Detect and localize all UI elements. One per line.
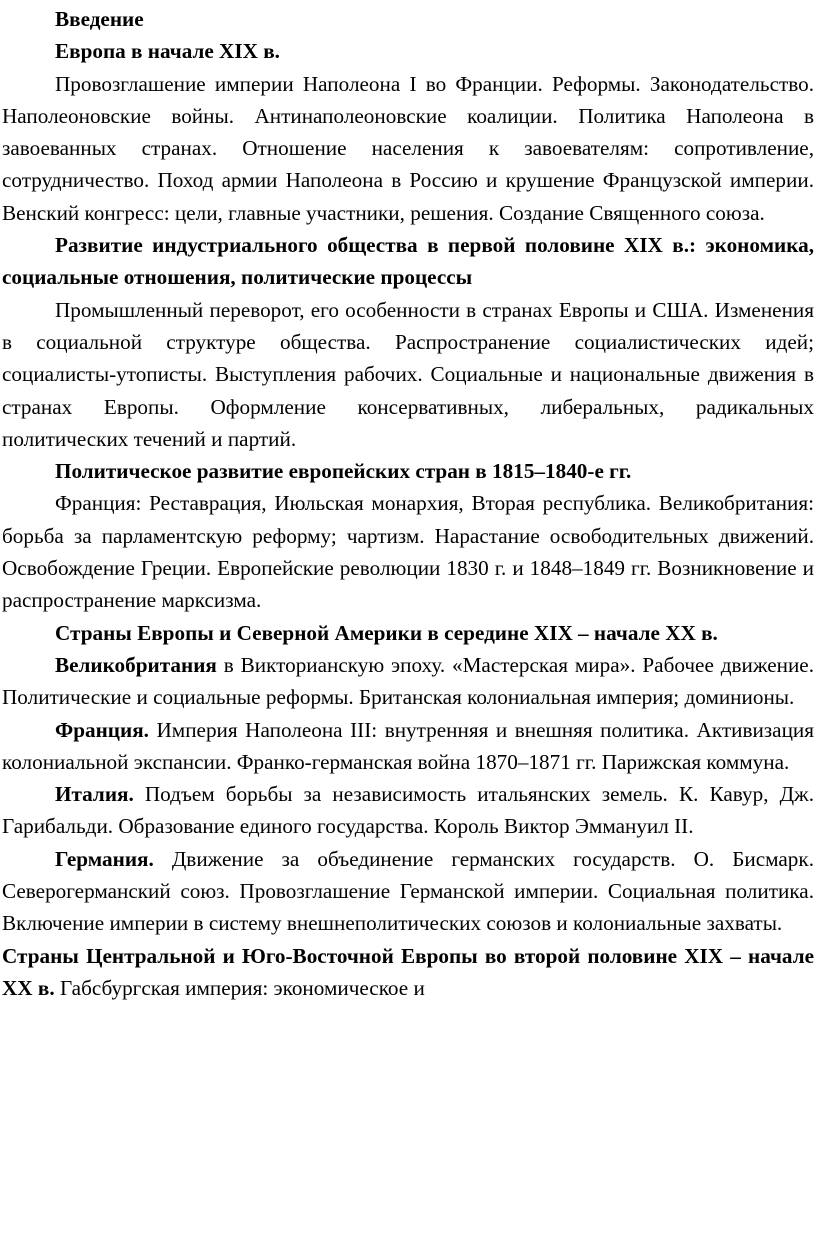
paragraph-italy — [2, 778, 814, 843]
section-body-industrial-society: Промышленный переворот, его особенности в странах Европы и США. Изменения в социальной структуре общества. Распространение социалистических идей; социалисты-утописты. Выступления рабочих. Социальные и национальные движения в странах Европы. Оформление консервативных, либеральных, радикальных политических течений и партий. — [2, 297, 814, 451]
intro-heading: Введение — [55, 7, 144, 31]
paragraph-text-france: Империя Наполеона III: внутренняя и внешняя политика. Активизация колониальной экспансии. Франко-германская война 1870–1871 гг. Парижская коммуна. — [2, 717, 814, 774]
paragraph-text-germany: Движение за объединение германских государств. О. Бисмарк. Северогерманский союз. Провозглашение Германской империи. Социальная политика. Включение империи в систему внешнеполитических союзов и колониальные захваты. — [2, 846, 814, 936]
section-body-europe-early-19c: Провозглашение империи Наполеона I во Франции. Реформы. Законодательство. Наполеоновские войны. Антинаполеоновские коалиции. Политика Наполеона в завоеванных странах. Отношение населения к завоевателям: сопротивление, сотрудничество. Поход армии Наполеона в Россию и крушение Французской империи. Венский конгресс: цели, главные участники, решения. Создание Священного союза. — [2, 71, 814, 225]
section-heading-political-development: Политическое развитие европейских стран в 1815–1840-е гг. — [55, 459, 632, 484]
section-heading-central-southeast-europe: Страны Центральной и Юго-Восточной Европы во второй половине XIX – начале XX в. — [2, 943, 814, 1000]
paragraph-great-britain — [2, 649, 814, 714]
section-body-central-southeast-europe: Габсбургская империя: экономическое и — [54, 975, 425, 1000]
paragraph-lead-france: Франция. — [55, 717, 149, 742]
paragraph-lead-great-britain: Великобритания — [55, 652, 217, 677]
section-central-southeast-europe — [2, 940, 814, 1005]
section-heading-europe-america: Страны Европы и Северной Америки в середине XIX – начале XX в. — [55, 620, 718, 645]
paragraph-lead-italy: Италия. — [55, 782, 134, 807]
paragraph-text-italy: Подъем борьбы за независимость итальянских земель. К. Кавур, Дж. Гарибальди. Образование единого государства. Король Виктор Эммануил II. — [2, 782, 814, 839]
section-body-political-development: Франция: Реставрация, Июльская монархия, Вторая республика. Великобритания: борьба за парламентскую реформу; чартизм. Нарастание освободительных движений. Освобождение Греции. Европейские революции 1830 г. и 1848–1849 гг. Возникновение и распространение марксизма. — [2, 491, 814, 613]
section-heading-europe-early-19c: Европа в начале XIX в. — [55, 39, 280, 64]
paragraph-germany — [2, 843, 814, 940]
paragraph-france — [2, 714, 814, 779]
paragraph-text-great-britain: в Викторианскую эпоху. «Мастерская мира». Рабочее движение. Политические и социальные реформы. Британская колониальная империя; доминионы. — [2, 652, 814, 710]
section-heading-industrial-society: Развитие индустриального общества в первой половине XIX в.: экономика, социальные отношения, политические процессы — [2, 233, 814, 290]
paragraph-lead-germany: Германия. — [55, 846, 154, 871]
